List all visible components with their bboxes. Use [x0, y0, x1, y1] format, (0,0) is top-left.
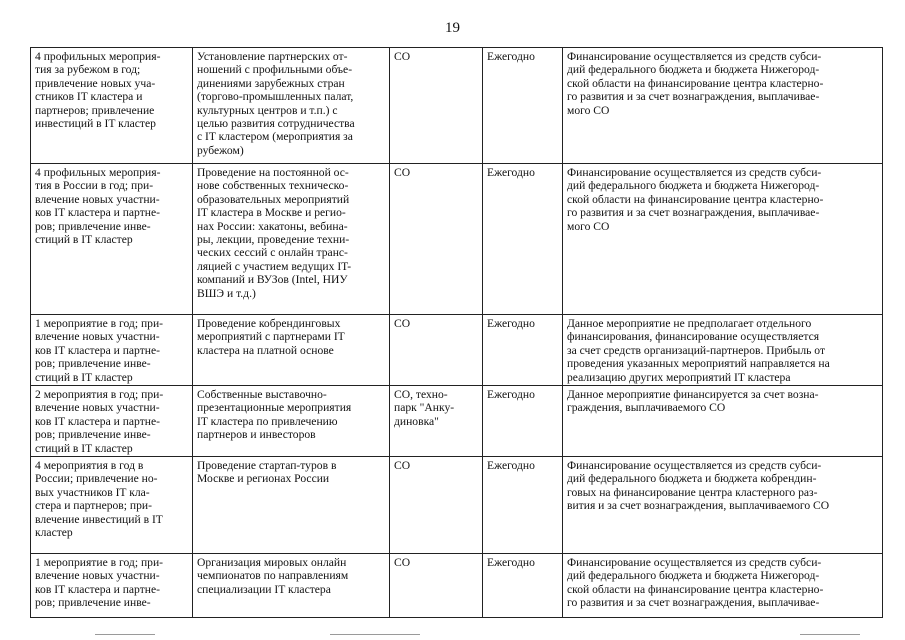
executor-cell: СО, техно- парк "Анку- диновка": [390, 386, 483, 457]
financing-cell: Финансирование осуществляется из средств субси- дий федерального бюджета и бюджета кобрендин- говых на финансирование центра кластерного раз- вития и за счет вознаграждения, выплачиваемого СО: [563, 457, 883, 554]
executor-cell: СО: [390, 315, 483, 386]
financing-cell: Финансирование осуществляется из средств субси- дий федерального бюджета и бюджета Нижегород- ской области на финансирование центра кластерно- го развития и за счет вознаграждения, выплачивае- мого СО: [563, 164, 883, 315]
table-row: [31, 386, 883, 457]
activity-cell: Проведение на постоянной ос- нове собственных техническо- образовательных мероприятий IT кластера в Москве и регио- нах России: хакатоны, вебина- ры, лекции, проведение техни- ческих сессий с онлайн транс- ляцией с участием ведущих IT- компаний и ВУЗов (Intel, НИУ ВШЭ и т.д.): [193, 164, 390, 315]
result-cell: 4 профильных мероприя- тия за рубежом в год; привлечение новых уча- стников IT кластера и партнеров; привлечение инвестиций в IT кластер: [31, 48, 193, 164]
table-row: [31, 48, 883, 164]
scan-mark: [330, 634, 420, 635]
period-cell: Ежегодно: [483, 48, 563, 164]
table-row: [31, 164, 883, 315]
financing-cell: Данное мероприятие финансируется за счет возна- граждения, выплачиваемого СО: [563, 386, 883, 457]
period-cell: Ежегодно: [483, 315, 563, 386]
table-row: [31, 457, 883, 554]
activity-cell: Организация мировых онлайн чемпионатов по направлениям специализации IT кластера: [193, 554, 390, 618]
executor-cell: СО: [390, 48, 483, 164]
period-cell: Ежегодно: [483, 164, 563, 315]
financing-cell: Финансирование осуществляется из средств субси- дий федерального бюджета и бюджета Нижегород- ской области на финансирование центра кластерно- го развития и за счет вознаграждения, выплачивае-: [563, 554, 883, 618]
period-cell: Ежегодно: [483, 457, 563, 554]
activity-cell: Собственные выставочно- презентационные мероприятия IT кластера по привлечению партнеров и инвесторов: [193, 386, 390, 457]
table-row: [31, 315, 883, 386]
executor-cell: СО: [390, 164, 483, 315]
activity-cell: Установление партнерских от- ношений с профильными объе- динениями зарубежных стран (торгово-промышленных палат, культурных центров и т.п.) с целью развития сотрудничества с IT кластером (мероприятия за рубежом): [193, 48, 390, 164]
result-cell: 1 мероприятие в год; при- влечение новых участни- ков IT кластера и партне- ров; привлечение инве- стиций в IT кластер: [31, 315, 193, 386]
result-cell: 1 мероприятие в год; при- влечение новых участни- ков IT кластера и партне- ров; привлечение инве-: [31, 554, 193, 618]
activities-table: [30, 47, 883, 618]
table-row: [31, 554, 883, 618]
result-cell: 4 профильных мероприя- тия в России в год; при- влечение новых участни- ков IT кластера и партне- ров; привлечение инве- стиций в IT кластер: [31, 164, 193, 315]
result-cell: 4 мероприятия в год в России; привлечение но- вых участников IT кла- стера и партнеров; при- влечение инвестиций в IT кластер: [31, 457, 193, 554]
result-cell: 2 мероприятия в год; при- влечение новых участни- ков IT кластера и партне- ров; привлечение инве- стиций в IT кластер: [31, 386, 193, 457]
activity-cell: Проведение стартап-туров в Москве и регионах России: [193, 457, 390, 554]
scan-mark: [800, 634, 860, 635]
scan-edge-marks: [0, 632, 905, 640]
activity-cell: Проведение кобрендинговых мероприятий с партнерами IT кластера на платной основе: [193, 315, 390, 386]
period-cell: Ежегодно: [483, 554, 563, 618]
page-number: 19: [445, 20, 460, 36]
financing-cell: Финансирование осуществляется из средств субси- дий федерального бюджета и бюджета Нижегород- ской области на финансирование центра кластерно- го развития и за счет вознаграждения, выплачивае- мого СО: [563, 48, 883, 164]
scan-mark: [95, 634, 155, 635]
financing-cell: Данное мероприятие не предполагает отдельного финансирования, финансирование осуществляется за счет средств организаций-партнеров. Прибыль от проведения указанных мероприятий направляется на реализацию других мероприятий IT кластера: [563, 315, 883, 386]
executor-cell: СО: [390, 457, 483, 554]
executor-cell: СО: [390, 554, 483, 618]
period-cell: Ежегодно: [483, 386, 563, 457]
